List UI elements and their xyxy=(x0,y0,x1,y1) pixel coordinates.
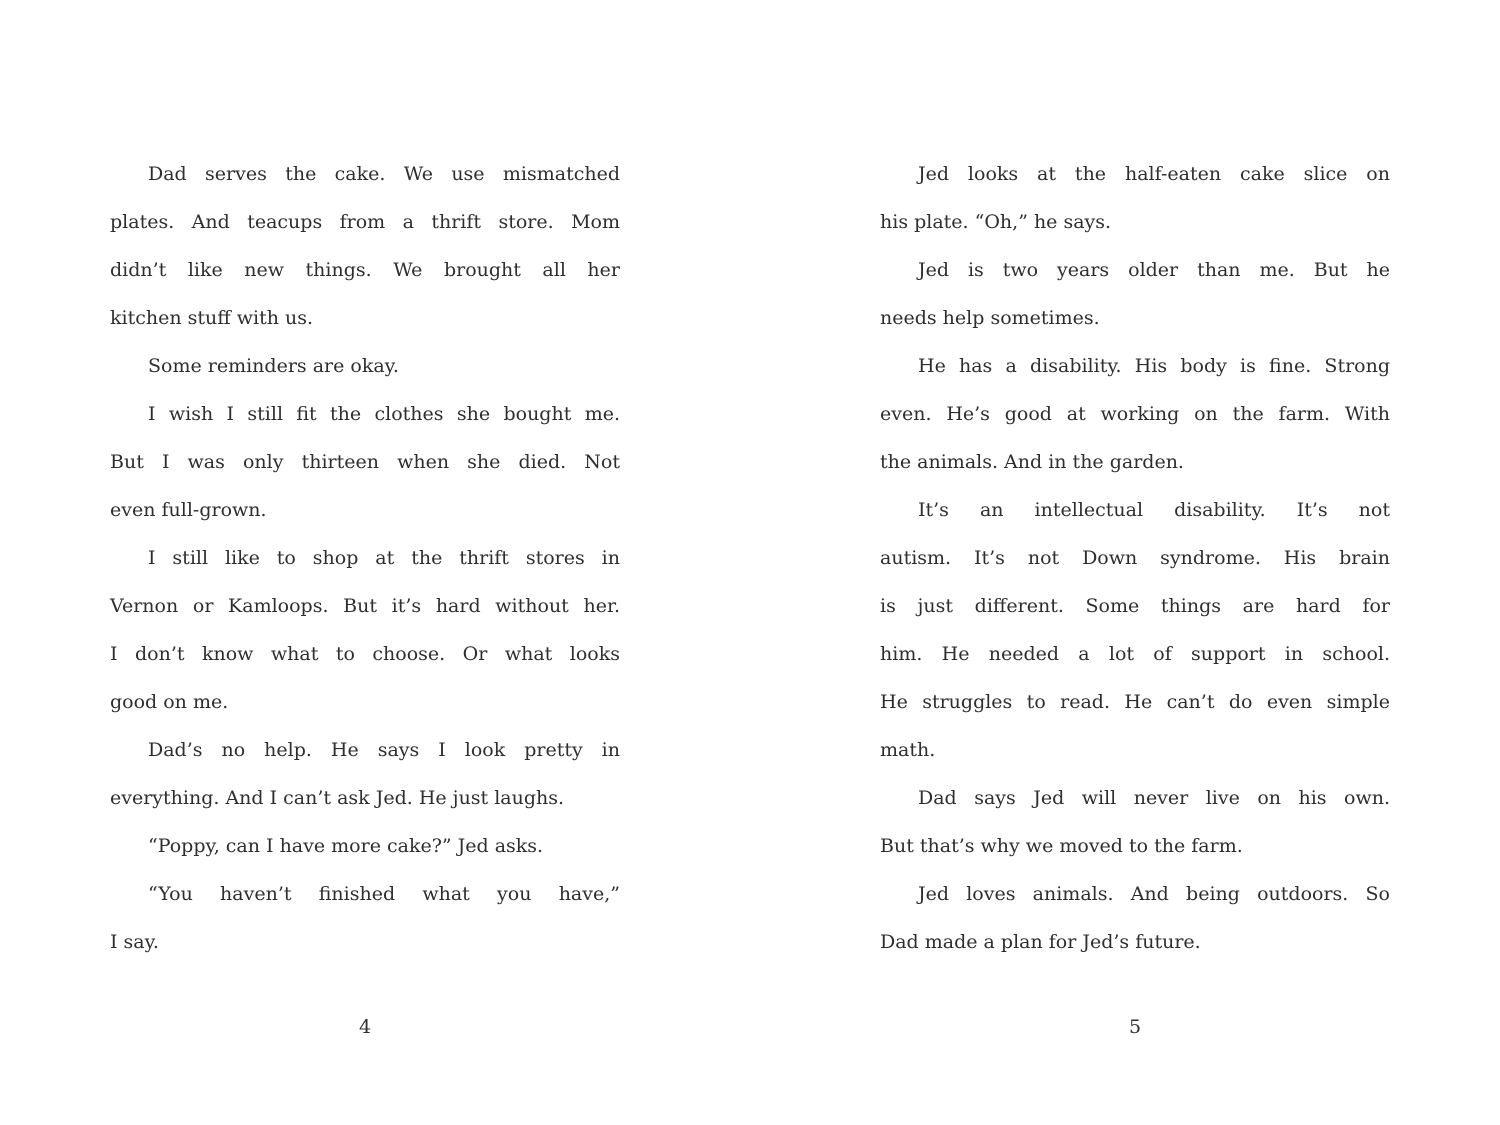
text-line: didn’t like new things. We brought all her xyxy=(110,259,620,281)
paragraph xyxy=(110,342,620,390)
text-line: even. He’s good at working on the farm. With xyxy=(880,403,1390,425)
text-line: But I was only thirteen when she died. Not xyxy=(110,451,620,473)
paragraph xyxy=(110,390,620,534)
text-line: I wish I still fit the clothes she bought me. xyxy=(148,403,620,425)
text-line: It’s an intellectual disability. It’s not xyxy=(918,499,1390,521)
paragraph xyxy=(880,486,1390,774)
text-line: him. He needed a lot of support in school. xyxy=(880,643,1390,665)
text-line: Jed is two years older than me. But he xyxy=(918,259,1390,281)
text-line: I say. xyxy=(110,931,159,953)
paragraph xyxy=(880,150,1390,246)
text-line: his plate. “Oh,” he says. xyxy=(880,211,1112,233)
paragraph xyxy=(880,342,1390,486)
text-line: plates. And teacups from a thrift store. Mom xyxy=(110,211,620,233)
page-number-right: 5 xyxy=(1128,1016,1142,1038)
text-line: Jed loves animals. And being outdoors. So xyxy=(918,883,1390,905)
paragraph xyxy=(880,774,1390,870)
text-line: good on me. xyxy=(110,691,229,713)
paragraph xyxy=(880,870,1390,966)
text-line: But that’s why we moved to the farm. xyxy=(880,835,1243,857)
text-line: Some reminders are okay. xyxy=(148,355,399,377)
text-line: Dad made a plan for Jed’s future. xyxy=(880,931,1201,953)
page-right xyxy=(750,0,1500,1125)
text-line: everything. And I can’t ask Jed. He just laughs. xyxy=(110,787,565,809)
text-line: He struggles to read. He can’t do even simple xyxy=(880,691,1390,713)
paragraph xyxy=(880,246,1390,342)
text-line: math. xyxy=(880,739,936,761)
text-line: Jed looks at the half-eaten cake slice on xyxy=(918,163,1390,185)
page-left-text xyxy=(110,150,620,966)
text-line: I don’t know what to choose. Or what looks xyxy=(110,643,620,665)
paragraph xyxy=(110,150,620,342)
text-line: “Poppy, can I have more cake?” Jed asks. xyxy=(148,835,544,857)
text-line: Vernon or Kamloops. But it’s hard without her. xyxy=(110,595,620,617)
text-line: autism. It’s not Down syndrome. His brain xyxy=(880,547,1390,569)
paragraph xyxy=(110,822,620,870)
text-line: Dad serves the cake. We use mismatched xyxy=(148,163,620,185)
text-line: is just different. Some things are hard for xyxy=(880,595,1390,617)
text-line: kitchen stuff with us. xyxy=(110,307,314,329)
text-line: needs help sometimes. xyxy=(880,307,1100,329)
text-line: Dad says Jed will never live on his own. xyxy=(918,787,1390,809)
text-line: “You haven’t finished what you have,” xyxy=(148,883,620,905)
text-line: I still like to shop at the thrift stores in xyxy=(148,547,620,569)
text-line: the animals. And in the garden. xyxy=(880,451,1184,473)
paragraph xyxy=(110,726,620,822)
page-right-text xyxy=(880,150,1390,966)
paragraph xyxy=(110,534,620,726)
text-line: He has a disability. His body is fine. Strong xyxy=(918,355,1390,377)
text-line: even full-grown. xyxy=(110,499,267,521)
page-number-left: 4 xyxy=(358,1016,372,1038)
text-line: Dad’s no help. He says I look pretty in xyxy=(148,739,620,761)
paragraph xyxy=(110,870,620,966)
